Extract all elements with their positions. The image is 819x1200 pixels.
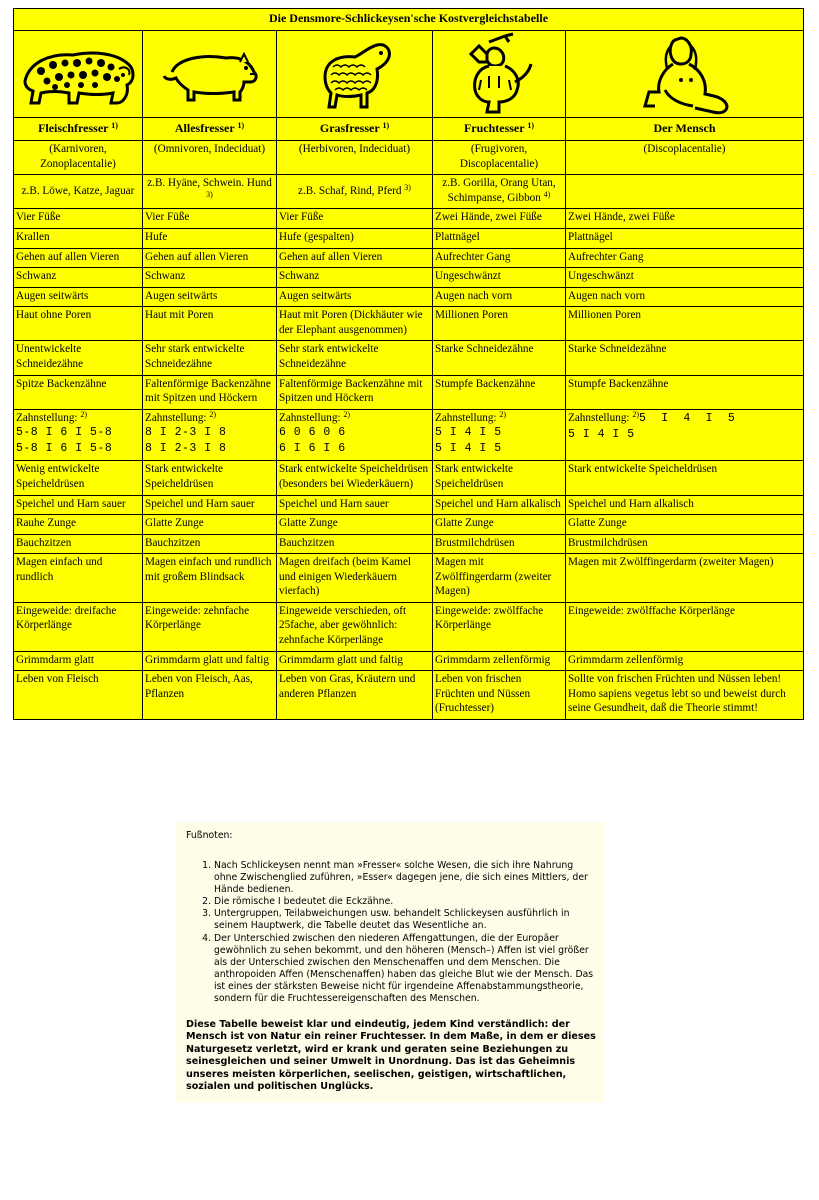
- table-cell: Bauchzitzen: [143, 534, 277, 554]
- table-row: [14, 287, 804, 307]
- table-row: [14, 307, 804, 341]
- table-cell: Ungeschwänzt: [566, 268, 804, 288]
- teeth-formula: 5-8 I 6 I 5-8: [16, 426, 113, 440]
- table-cell: Unentwickelte Schneidezähne: [14, 341, 143, 375]
- table-cell: Magen einfach und rundlich: [14, 554, 143, 603]
- examples-text: z.B. Schaf, Rind, Pferd: [298, 184, 402, 197]
- footnote-ref: 2): [499, 409, 506, 419]
- table-cell: Brustmilchdrüsen: [566, 534, 804, 554]
- table-cell: Augen nach vorn: [433, 287, 566, 307]
- teeth-formula: 5 I 4 I 5: [568, 427, 635, 441]
- sheep-icon: [277, 30, 433, 117]
- table-cell: Schwanz: [277, 268, 433, 288]
- pig-icon: [143, 30, 277, 117]
- table-cell: Stark entwickelte Speicheldrüsen: [433, 461, 566, 495]
- table-row: [14, 229, 804, 249]
- table-cell: Sehr stark entwickelte Schneidezähne: [277, 341, 433, 375]
- table-cell: Leben von Gras, Kräutern und anderen Pflanzen: [277, 671, 433, 720]
- footnotes-list: [186, 860, 596, 1005]
- table-cell: Speichel und Harn alkalisch: [433, 495, 566, 515]
- footnote-ref: 1): [111, 120, 118, 130]
- table-cell: Hufe: [143, 229, 277, 249]
- teeth-cell: [566, 409, 804, 461]
- table-cell: Magen mit Zwölffingerdarm (zweiter Magen): [433, 554, 566, 603]
- classification-cell: (Discoplacentalie): [566, 141, 804, 175]
- table-cell: Gehen auf allen Vieren: [277, 248, 433, 268]
- table-cell: Leben von Fleisch: [14, 671, 143, 720]
- examples-text: z.B. Gorilla, Orang Utan, Schimpanse, Gibbon: [442, 177, 556, 204]
- table-cell: Starke Schneidezähne: [433, 341, 566, 375]
- table-cell: Speichel und Harn sauer: [143, 495, 277, 515]
- table-cell: Augen seitwärts: [14, 287, 143, 307]
- table-cell: Sollte von frischen Früchten und Nüssen leben! Homo sapiens vegetus lebt so und beweist durch seine Gesundheit, daß die Theorie stimmt!: [566, 671, 804, 720]
- teeth-cell: [14, 409, 143, 461]
- table-cell: Grimmdarm zellenförmig: [433, 651, 566, 671]
- teeth-label: Zahnstellung:: [279, 411, 341, 424]
- footnote-item: 4. Der Unterschied zwischen den niederen Affengattungen, die der Europäer gewöhnlich zu sehen bekommt, und den höheren (Mensch–) Affen ist viel größer als der Unterschied zwischen den Menschenaffen und dem Menschen. Die anthropoiden Affen (Menschenaffen) haben das gleiche Blut wie der Mensch. Das ist eines der stärksten Beweise nicht für irgendeine Affenabstammungstheorie, sondern für die Fruchtessereigenschaften des Menschen.: [214, 933, 596, 1005]
- footnote-item: 3. Untergruppen, Teilabweichungen usw. behandelt Schlickeysen ausführlich in seinem Hauptwerk, die Tabelle deutet das Wesentliche an.: [214, 908, 596, 932]
- table-cell: Aufrechter Gang: [433, 248, 566, 268]
- table-cell: Schwanz: [143, 268, 277, 288]
- table-cell: Gehen auf allen Vieren: [14, 248, 143, 268]
- human-icon: [566, 30, 804, 117]
- examples-row: [14, 175, 804, 209]
- classification-cell: (Omnivoren, Indeciduat): [143, 141, 277, 175]
- teeth-label: Zahnstellung:: [16, 411, 78, 424]
- table-cell: Hufe (gespalten): [277, 229, 433, 249]
- table-row: [14, 268, 804, 288]
- table-row: [14, 495, 804, 515]
- table-cell: Bauchzitzen: [14, 534, 143, 554]
- table-cell: Leben von Fleisch, Aas, Pflanzen: [143, 671, 277, 720]
- header-label: Grasfresser: [319, 120, 380, 135]
- table-cell: Haut mit Poren (Dickhäuter wie der Elephant ausgenommen): [277, 307, 433, 341]
- table-cell: Glatte Zunge: [143, 515, 277, 535]
- table-cell: Magen dreifach (beim Kamel und einigen Wiederkäuern vierfach): [277, 554, 433, 603]
- column-header: [566, 117, 804, 141]
- table-cell: Eingeweide: zwölffache Körperlänge: [433, 602, 566, 651]
- rows2-body: [14, 461, 804, 719]
- table-row: [14, 515, 804, 535]
- table-row: [14, 671, 804, 720]
- table-cell: Krallen: [14, 229, 143, 249]
- column-header: [277, 117, 433, 141]
- teeth-cell: [277, 409, 433, 461]
- examples-cell: [14, 175, 143, 209]
- leopard-icon: [14, 30, 143, 117]
- footnote-ref: 4): [543, 189, 551, 199]
- table-cell: Millionen Poren: [566, 307, 804, 341]
- footnote-item: 2. Die römische I bedeutet die Eckzähne.: [214, 896, 596, 908]
- table-cell: Zwei Hände, zwei Füße: [433, 209, 566, 229]
- table-row: [14, 651, 804, 671]
- teeth-formula: 8 I 2-3 I 8: [145, 426, 227, 440]
- table-cell: Glatte Zunge: [433, 515, 566, 535]
- examples-cell: [433, 175, 566, 209]
- table-row: [14, 341, 804, 375]
- teeth-formula: 5 I 4 I 5: [435, 426, 502, 440]
- footnotes-title: Fußnoten:: [186, 830, 233, 841]
- table-cell: Plattnägel: [566, 229, 804, 249]
- footnotes-box: [176, 822, 604, 1102]
- table-cell: Vier Füße: [143, 209, 277, 229]
- examples-text: z.B. Hyäne, Schwein. Hund: [147, 177, 272, 190]
- table-cell: Magen einfach und rundlich mit großem Blindsack: [143, 554, 277, 603]
- table-cell: Glatte Zunge: [277, 515, 433, 535]
- table-cell: Speichel und Harn sauer: [277, 495, 433, 515]
- footnote-ref: 2): [209, 409, 216, 419]
- table-cell: Starke Schneidezähne: [566, 341, 804, 375]
- comparison-table: [13, 8, 804, 720]
- teeth-label: Zahnstellung:: [435, 411, 497, 424]
- footnote-ref: 1): [237, 120, 245, 130]
- teeth-formula: 5 I 4 I 5: [435, 442, 502, 456]
- teeth-cell: [143, 409, 277, 461]
- teeth-formula: 6 0 6 0 6: [279, 426, 346, 440]
- rows-body: [14, 209, 804, 409]
- ape-icon: [433, 30, 566, 117]
- table-row: [14, 461, 804, 495]
- header-label: Fleischfresser: [38, 120, 109, 135]
- table-cell: Stark entwickelte Speicheldrüsen: [143, 461, 277, 495]
- table-cell: Eingeweide: dreifache Körperlänge: [14, 602, 143, 651]
- teeth-formula: 8 I 2-3 I 8: [145, 442, 227, 456]
- teeth-body: [14, 409, 804, 461]
- examples-cell: [566, 175, 804, 209]
- classification-row: [14, 141, 804, 175]
- table-cell: Vier Füße: [277, 209, 433, 229]
- teeth-label: Zahnstellung:: [568, 411, 630, 424]
- table-cell: Bauchzitzen: [277, 534, 433, 554]
- table-row: [14, 554, 804, 603]
- table-cell: Ungeschwänzt: [433, 268, 566, 288]
- header-label: Fruchtesser: [463, 120, 525, 135]
- teeth-formula: 6 I 6 I 6: [279, 442, 346, 456]
- table-row: [14, 209, 804, 229]
- table-cell: Vier Füße: [14, 209, 143, 229]
- table-cell: Augen seitwärts: [277, 287, 433, 307]
- table-cell: Magen mit Zwölffingerdarm (zweiter Magen): [566, 554, 804, 603]
- classification-cell: (Herbivoren, Indeciduat): [277, 141, 433, 175]
- table-cell: Eingeweide: zwölffache Körperlänge: [566, 602, 804, 651]
- table-cell: Millionen Poren: [433, 307, 566, 341]
- table-cell: Stark entwickelte Speicheldrüsen: [566, 461, 804, 495]
- footnote-ref: 3): [404, 182, 411, 192]
- table-cell: Schwanz: [14, 268, 143, 288]
- table-cell: Aufrechter Gang: [566, 248, 804, 268]
- teeth-formula: 5-8 I 6 I 5-8: [16, 442, 113, 456]
- table-cell: Leben von frischen Früchten und Nüssen (Fruchtesser): [433, 671, 566, 720]
- teeth-formula: 5 I 4 I 5: [639, 411, 736, 425]
- table-cell: Wenig entwickelte Speicheldrüsen: [14, 461, 143, 495]
- header-label: Allesfresser: [174, 120, 235, 135]
- classification-cell: (Frugivoren, Discoplacentalie): [433, 141, 566, 175]
- footnote-ref: 3): [206, 189, 213, 199]
- table-cell: Stumpfe Backenzähne: [433, 375, 566, 409]
- image-row: [14, 30, 804, 117]
- teeth-cell: [433, 409, 566, 461]
- footnote-ref: 2): [632, 409, 639, 419]
- footnote-item: 1. Nach Schlickeysen nennt man »Fresser« solche Wesen, die sich ihre Nahrung ohne Zwischenglied zuführen, »Esser« dagegen jene, die sich eines Mittlers, der Hände bedienen.: [214, 860, 596, 896]
- table-cell: Spitze Backenzähne: [14, 375, 143, 409]
- table-row: [14, 602, 804, 651]
- conclusion-text: Diese Tabelle beweist klar und eindeutig, jedem Kind verständlich: der Mensch ist von Natur ein reiner Fruchtesser. In dem Maße, in dem er dieses Naturgesetz verletzt, wird er krank und geraten seine Beziehungen zu seinesgleichen und seiner Umwelt in Unordnung. Das ist das Geheimnis unseres meisten körperlichen, seelischen, geistigen, wirtschaftlichen, sozialen und politischen Unglücks.: [186, 1019, 596, 1093]
- table-row: [14, 375, 804, 409]
- table-cell: Sehr stark entwickelte Schneidezähne: [143, 341, 277, 375]
- table-cell: Faltenförmige Backenzähne mit Spitzen und Höckern: [277, 375, 433, 409]
- footnote-ref: 2): [80, 409, 87, 419]
- table-cell: Brustmilchdrüsen: [433, 534, 566, 554]
- teeth-row: [14, 409, 804, 461]
- header-row: [14, 117, 804, 141]
- classification-cell: (Karnivoren, Zonoplacentalie): [14, 141, 143, 175]
- table-cell: Eingeweide verschieden, oft 25fache, aber gewöhnlich: zehnfache Körperlänge: [277, 602, 433, 651]
- table-cell: Plattnägel: [433, 229, 566, 249]
- table-cell: Augen seitwärts: [143, 287, 277, 307]
- table-cell: Glatte Zunge: [566, 515, 804, 535]
- table-cell: Zwei Hände, zwei Füße: [566, 209, 804, 229]
- table-cell: Haut ohne Poren: [14, 307, 143, 341]
- table-cell: Eingeweide: zehnfache Körperlänge: [143, 602, 277, 651]
- table-cell: Speichel und Harn alkalisch: [566, 495, 804, 515]
- table-cell: Augen nach vorn: [566, 287, 804, 307]
- table-cell: Faltenförmige Backenzähne mit Spitzen und Höckern: [143, 375, 277, 409]
- table-cell: Stark entwickelte Speicheldrüsen (besonders bei Wiederkäuern): [277, 461, 433, 495]
- table-cell: Gehen auf allen Vieren: [143, 248, 277, 268]
- table-cell: Grimmdarm glatt und faltig: [277, 651, 433, 671]
- table-title: Die Densmore-Schlickeysen'sche Kostvergleichstabelle: [14, 9, 804, 31]
- table-cell: Rauhe Zunge: [14, 515, 143, 535]
- teeth-label: Zahnstellung:: [145, 411, 207, 424]
- footnote-ref: 1): [527, 120, 535, 130]
- header-label: Der Mensch: [653, 120, 716, 135]
- table-cell: Stumpfe Backenzähne: [566, 375, 804, 409]
- table-row: [14, 248, 804, 268]
- table-cell: Grimmdarm glatt: [14, 651, 143, 671]
- examples-cell: [143, 175, 277, 209]
- title-row: [14, 9, 804, 31]
- table-row: [14, 534, 804, 554]
- table-cell: Haut mit Poren: [143, 307, 277, 341]
- table-cell: Grimmdarm zellenförmig: [566, 651, 804, 671]
- footnote-ref: 2): [343, 409, 350, 419]
- column-header: [143, 117, 277, 141]
- examples-text: z.B. Löwe, Katze, Jaguar: [21, 185, 135, 198]
- table-cell: Grimmdarm glatt und faltig: [143, 651, 277, 671]
- table-cell: Speichel und Harn sauer: [14, 495, 143, 515]
- examples-cell: [277, 175, 433, 209]
- footnote-ref: 1): [382, 120, 390, 130]
- column-header: [433, 117, 566, 141]
- column-header: [14, 117, 143, 141]
